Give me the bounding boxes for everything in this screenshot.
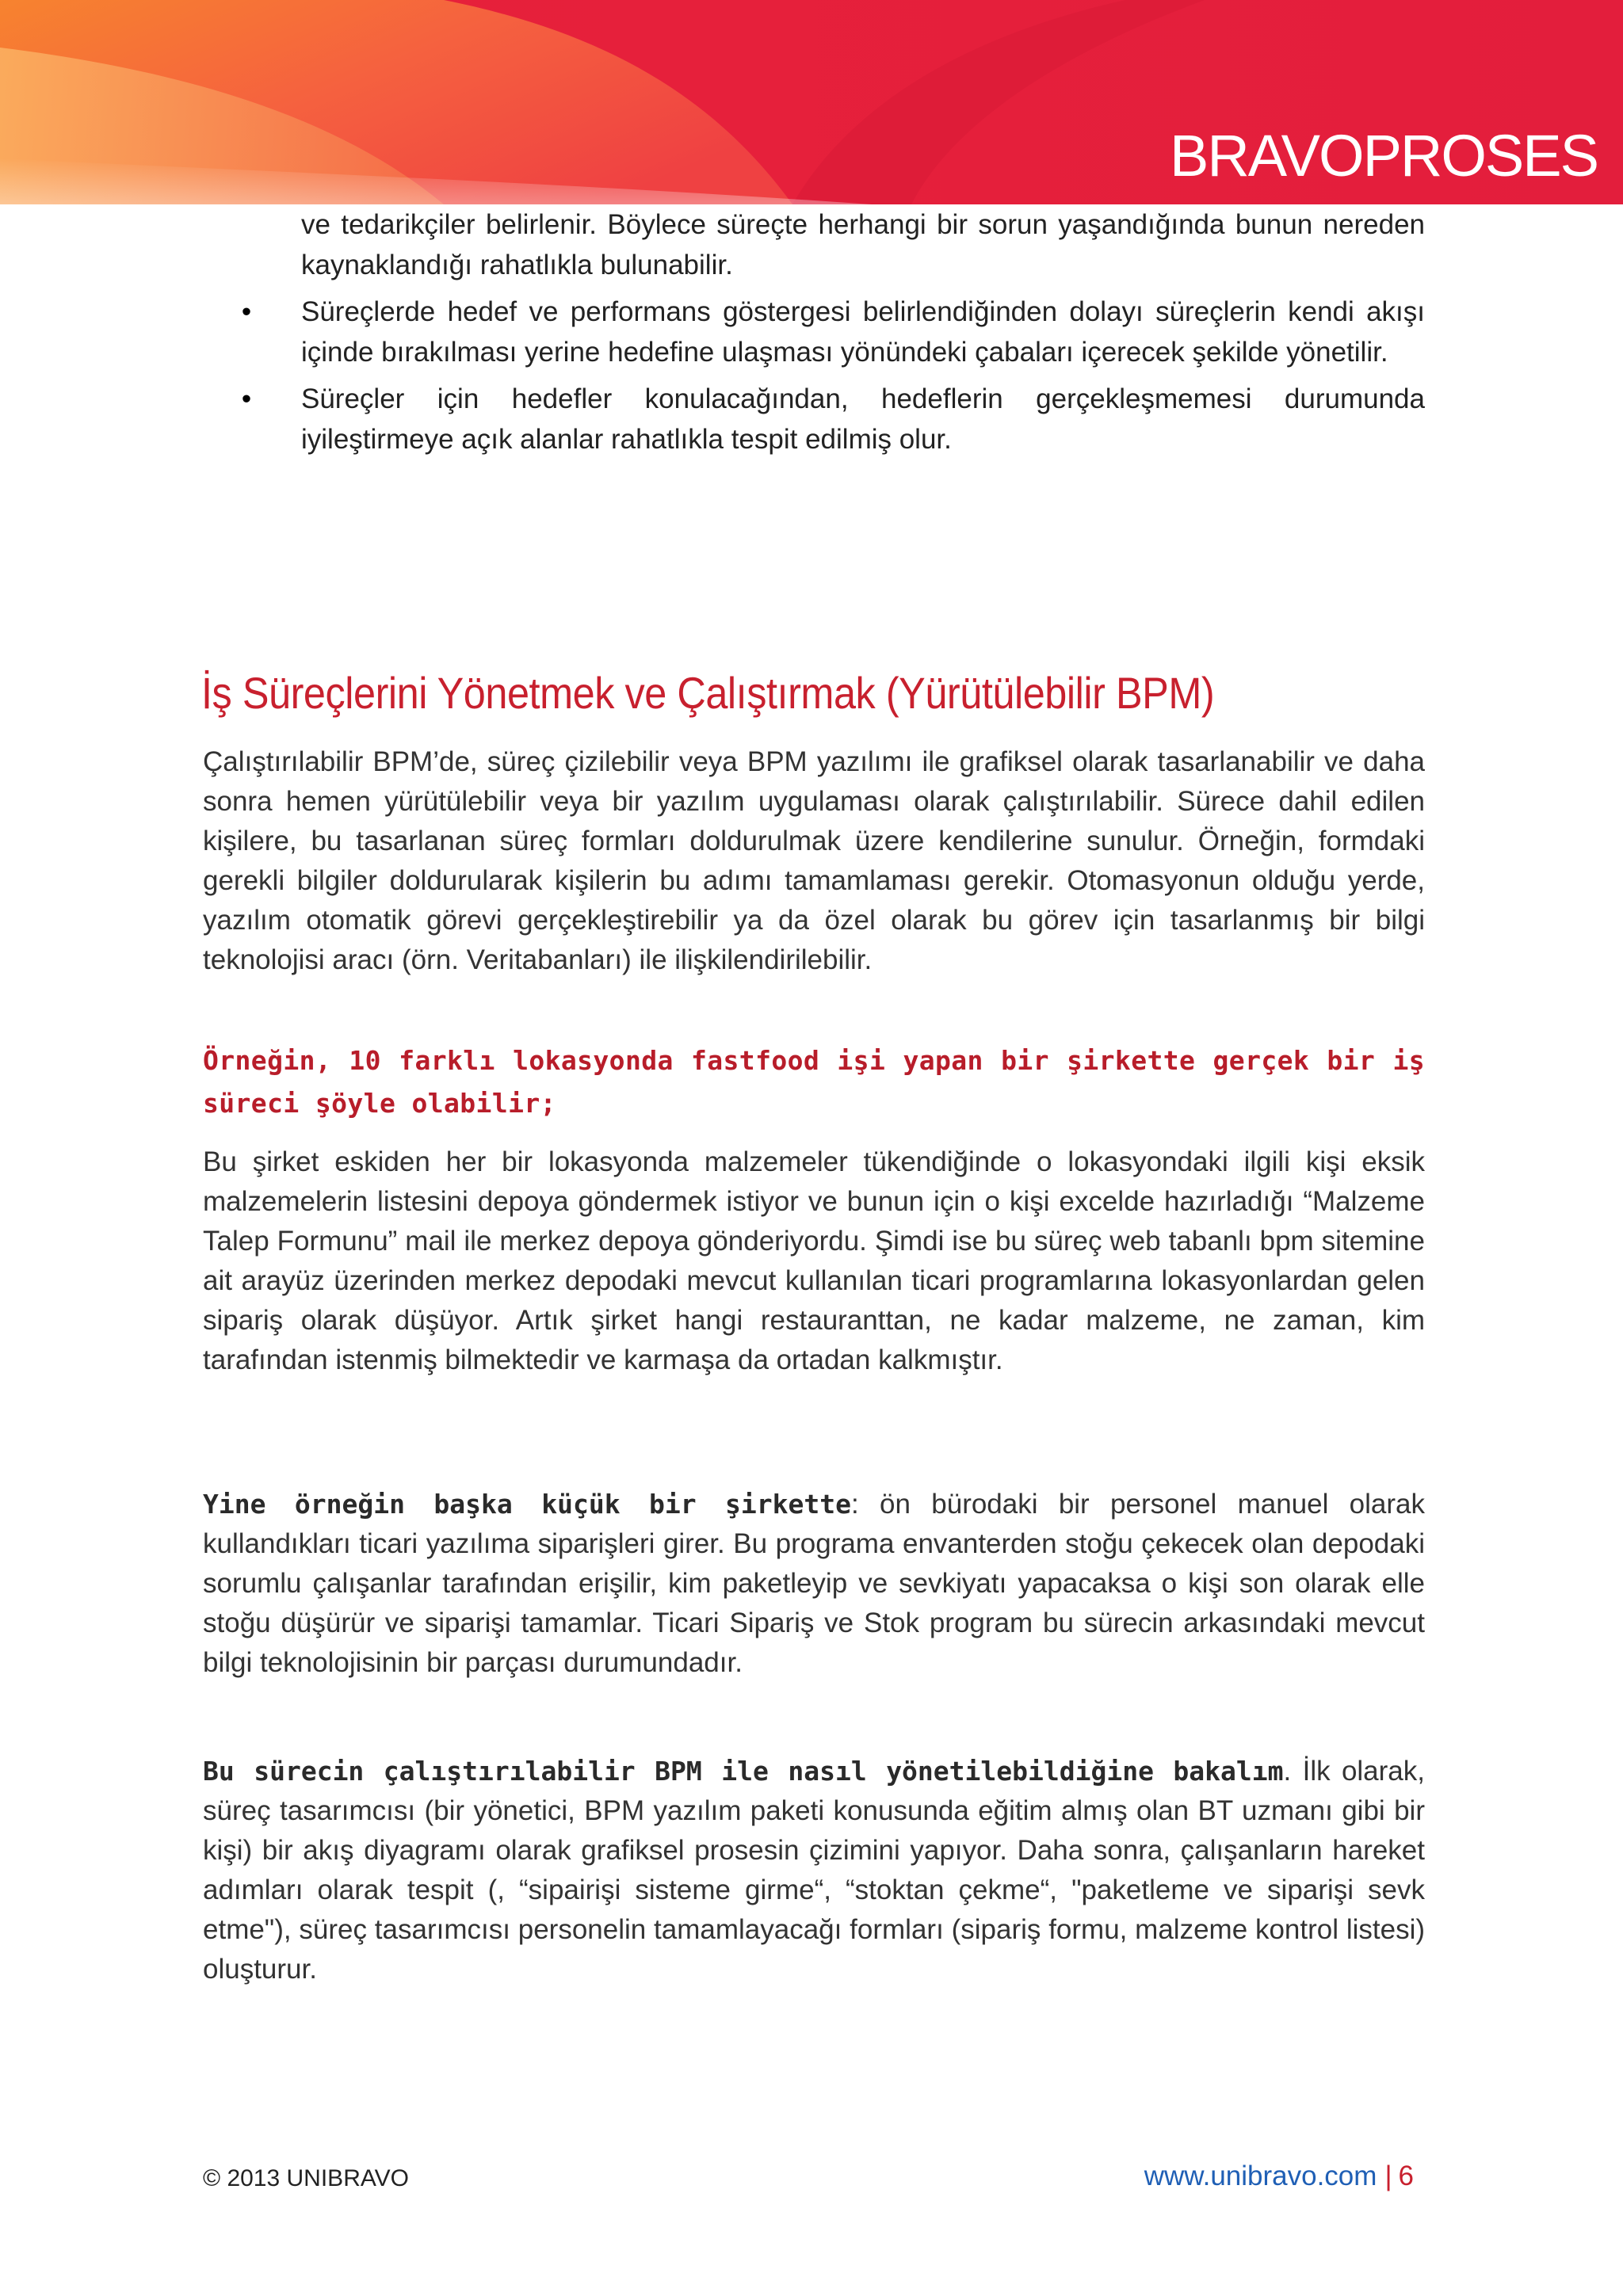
intro-paragraph: Çalıştırılabilir BPM’de, süreç çizilebilir veya BPM yazılımı ile grafiksel olarak tasarlanabilir ve daha sonra hemen yürütülebilir veya bir yazılım uygulaması olarak çalıştırılabilir. Sürece dahil edilen kişilere, bu tasarlanan süreç formları doldurulmak üzere kendilerine sunulur. Örneğin, formdaki gerekli bilgiler doldurularak kişilerin bu adımı tamamlaması gerekir. Otomasyonun olduğu yerde, yazılım otomatik görevi gerçekleştirebilir ya da özel olarak bu görev için tasarlanmış bir bilgi teknolojisi aracı (örn. Veritabanları) ile ilişkilendirilebilir. <box>203 746 1425 975</box>
bullet-continuation: ve tedarikçiler belirlenir. Böylece süreçte herhangi bir sorun yaşandığında bunun nereden kaynaklandığı rahatlıkla bulunabilir. <box>301 209 1425 280</box>
bullet-text: Süreçlerde hedef ve performans göstergesi belirlendiğinden dolayı süreçlerin kendi akışı içinde bırakılması yerine hedefine ulaşması yönündeki çabaları içerecek şekilde yönetilir. <box>301 296 1425 368</box>
small-company-body: : ön bürodaki bir personel manuel olarak kullandıkları ticari yazılıma siparişleri girer. Bu programa envanterden stoğu çekecek olan depodaki sorumlu çalışanlar tarafından erişilir, kim paketleyip ve sevkiyatı yapacaksa o kişi son olarak elle stoğu düşürür ve siparişi tamamlar. Ticari Sipariş ve Stok program bu sürecin arkasındaki mevcut bilgi teknolojisinin bir parçası durumundadır. <box>203 1489 1425 1678</box>
example-paragraph: Bu şirket eskiden her bir lokasyonda malzemeler tükendiğinde o lokasyondaki ilgili kişi eksik malzemelerin listesini depoya göndermek istiyor ve bunun için o kişi excelde hazırladığı “Malzeme Talep Formunu” mail ile merkez depoya gönderiyordu. Şimdi ise bu süreç web tabanlı bpm sitemine ait arayüz üzerinden merkez depodaki mevcut kullanılan ticari programlarına lokasyonlardan gelen sipariş olarak düşüyor. Artık şirket hangi restauranttan, ne kadar malzeme, ne zaman, kim tarafından istenmiş bilmektedir ve karmaşa da ortadan kalkmıştır. <box>203 1146 1425 1375</box>
bullet-marker: • <box>241 383 252 414</box>
small-company-lead: Yine örneğin başka küçük bir şirkette <box>203 1489 851 1520</box>
small-company-paragraph <box>203 1485 1425 1683</box>
footer-website-link[interactable]: www.unibravo.com <box>1144 2161 1377 2191</box>
footer-copyright: © 2013 UNIBRAVO <box>203 2165 409 2191</box>
manage-paragraph <box>203 1752 1425 1989</box>
manage-body: . İlk olarak, süreç tasarımcısı (bir yönetici, BPM yazılım paketi konusunda eğitim almış olan BT uzmanı gibi bir kişi) bir akış diyagramı olarak grafiksel prosesin çizimini yapıyor. Daha sonra, çalışanların hareket adımları olarak tespit (, “sipairişi sisteme girme“, “stoktan çekme“, "paketleme ve siparişi sevk etme"), süreç tasarımcısı personelin tamamlayacağı formları (sipariş formu, malzeme kontrol listesi) oluşturur. <box>203 1756 1425 1985</box>
page-number: 6 <box>1398 2161 1414 2191</box>
brand-logo: BRAVOPROSES <box>1169 123 1598 189</box>
bullet-marker: • <box>241 296 252 327</box>
footer-separator: | <box>1384 2161 1392 2191</box>
header-banner <box>0 0 1623 204</box>
manage-lead: Bu sürecin çalıştırılabilir BPM ile nasıl yönetilebildiğine bakalım <box>203 1756 1284 1787</box>
section-title: İş Süreçlerini Yönetmek ve Çalıştırmak (Yürütülebilir BPM) <box>201 668 1215 718</box>
list-item <box>241 379 1425 460</box>
bullet-text: Süreçler için hedefler konulacağından, hedeflerin gerçekleşmemesi durumunda iyileştirmeye açık alanlar rahatlıkla tespit edilmiş olur. <box>301 383 1425 455</box>
bullet-list <box>203 204 1425 460</box>
footer-right <box>1144 2161 1414 2192</box>
example-heading: Örneğin, 10 farklı lokasyonda fastfood işi yapan bir şirkette gerçek bir iş süreci şöyle olabilir; <box>203 1045 1425 1119</box>
list-item <box>241 292 1425 372</box>
